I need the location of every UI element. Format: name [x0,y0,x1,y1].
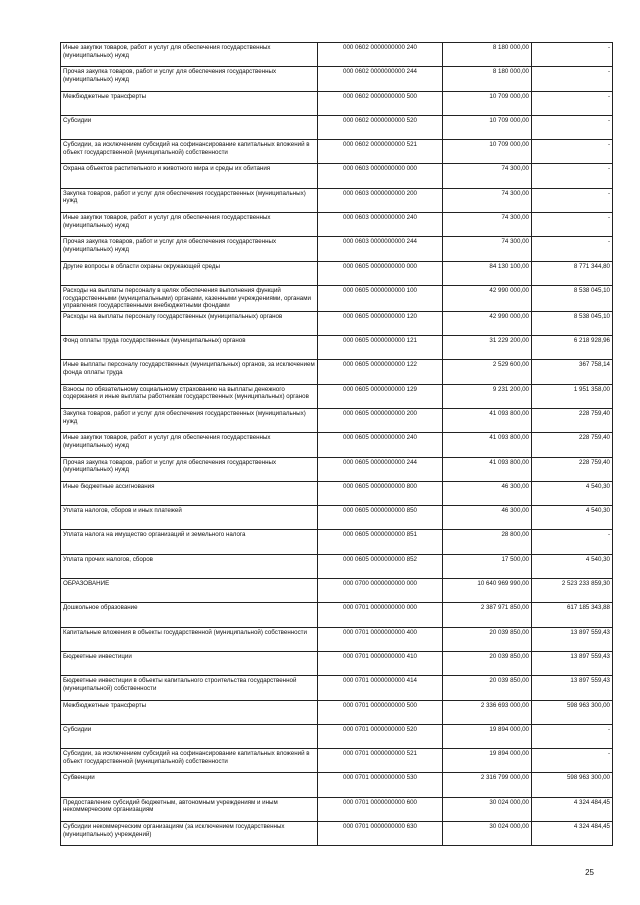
table-row [61,676,613,700]
table-row [61,724,613,748]
row-plan-cell: 8 180 000,00 [443,67,532,91]
row-code-cell: 000 0700 0000000000 000 [318,579,443,603]
row-code-cell: 000 0701 0000000000 530 [318,773,443,797]
row-name-cell: ОБРАЗОВАНИЕ [61,579,318,603]
row-name-cell: Взносы по обязательному социальному страхованию на выплаты денежного содержания и иные выплаты работникам государственных (муниципальных) органов [61,384,318,408]
table-row [61,773,613,797]
table-row [61,115,613,139]
row-plan-cell: 19 894 000,00 [443,724,532,748]
row-plan-cell: 42 990 000,00 [443,285,532,311]
row-exec-cell: - [532,67,613,91]
budget-table-sheet [60,42,610,846]
row-name-cell: Уплата налога на имущество организаций и земельного налога [61,530,318,554]
row-name-cell: Бюджетные инвестиции [61,651,318,675]
row-name-cell: Бюджетные инвестиции в объекты капитального строительства государственной (муниципальной) собственности [61,676,318,700]
row-name-cell: Закупка товаров, работ и услуг для обеспечения государственных (муниципальных) нужд [61,188,318,212]
row-exec-cell: 228 759,40 [532,433,613,457]
table-row [61,627,613,651]
row-plan-cell: 42 990 000,00 [443,311,532,335]
row-name-cell: Расходы на выплаты персоналу в целях обеспечения выполнения функций государственными (муниципальными) органами, казенными учреждениями, органами управления государственными внебюджетными фондами [61,285,318,311]
table-row [61,140,613,164]
row-code-cell: 000 0701 0000000000 500 [318,700,443,724]
row-code-cell: 000 0605 0000000000 244 [318,457,443,481]
row-plan-cell: 74 300,00 [443,188,532,212]
row-exec-cell: 8 771 344,80 [532,261,613,285]
row-plan-cell: 28 800,00 [443,530,532,554]
table-row [61,43,613,67]
row-code-cell: 000 0701 0000000000 414 [318,676,443,700]
row-code-cell: 000 0701 0000000000 521 [318,749,443,773]
row-exec-cell: - [532,724,613,748]
row-code-cell: 000 0701 0000000000 410 [318,651,443,675]
row-plan-cell: 10 640 969 990,00 [443,579,532,603]
row-exec-cell: 617 185 343,88 [532,603,613,627]
table-row [61,285,613,311]
table-row [61,797,613,821]
row-code-cell: 000 0603 0000000000 000 [318,164,443,188]
row-plan-cell: 84 130 100,00 [443,261,532,285]
row-exec-cell: 8 538 045,10 [532,311,613,335]
row-exec-cell: 6 218 928,96 [532,336,613,360]
row-name-cell: Уплата налогов, сборов и иных платежей [61,506,318,530]
row-code-cell: 000 0602 0000000000 240 [318,43,443,67]
row-plan-cell: 8 180 000,00 [443,43,532,67]
row-exec-cell: - [532,43,613,67]
row-code-cell: 000 0701 0000000000 600 [318,797,443,821]
row-plan-cell: 19 894 000,00 [443,749,532,773]
row-plan-cell: 10 709 000,00 [443,91,532,115]
row-name-cell: Межбюджетные трансферты [61,700,318,724]
row-name-cell: Иные бюджетные ассигнования [61,481,318,505]
row-exec-cell: - [532,749,613,773]
row-code-cell: 000 0603 0000000000 200 [318,188,443,212]
row-plan-cell: 41 093 800,00 [443,408,532,432]
row-code-cell: 000 0602 0000000000 521 [318,140,443,164]
row-exec-cell: - [532,91,613,115]
row-name-cell: Уплата прочих налогов, сборов [61,554,318,578]
row-code-cell: 000 0605 0000000000 850 [318,506,443,530]
table-row [61,164,613,188]
row-exec-cell: 13 897 559,43 [532,627,613,651]
row-exec-cell: 4 540,30 [532,481,613,505]
row-exec-cell: 4 540,30 [532,506,613,530]
row-plan-cell: 41 093 800,00 [443,433,532,457]
table-row [61,360,613,384]
row-name-cell: Межбюджетные трансферты [61,91,318,115]
row-plan-cell: 20 039 850,00 [443,676,532,700]
row-plan-cell: 20 039 850,00 [443,627,532,651]
row-plan-cell: 2 529 600,00 [443,360,532,384]
table-row [61,821,613,845]
row-plan-cell: 2 387 971 850,00 [443,603,532,627]
row-code-cell: 000 0605 0000000000 200 [318,408,443,432]
page-number: 25 [585,868,594,877]
row-name-cell: Другие вопросы в области охраны окружающей среды [61,261,318,285]
row-code-cell: 000 0603 0000000000 244 [318,237,443,261]
table-row [61,408,613,432]
table-row [61,651,613,675]
row-plan-cell: 9 231 200,00 [443,384,532,408]
row-exec-cell: 598 963 300,00 [532,700,613,724]
row-plan-cell: 17 500,00 [443,554,532,578]
row-name-cell: Охрана объектов растительного и животного мира и среды их обитания [61,164,318,188]
table-row [61,311,613,335]
row-code-cell: 000 0605 0000000000 240 [318,433,443,457]
table-row [61,457,613,481]
row-exec-cell: 13 897 559,43 [532,651,613,675]
row-code-cell: 000 0701 0000000000 000 [318,603,443,627]
row-code-cell: 000 0605 0000000000 122 [318,360,443,384]
row-plan-cell: 10 709 000,00 [443,140,532,164]
table-row [61,384,613,408]
row-name-cell: Субсидии, за исключением субсидий на софинансирование капитальных вложений в объект государственной (муниципальной) собственности [61,140,318,164]
row-exec-cell: 367 758,14 [532,360,613,384]
row-code-cell: 000 0701 0000000000 630 [318,821,443,845]
table-row [61,749,613,773]
row-exec-cell: - [532,188,613,212]
row-exec-cell: 598 963 300,00 [532,773,613,797]
row-name-cell: Прочая закупка товаров, работ и услуг для обеспечения государственных (муниципальных) нужд [61,457,318,481]
row-name-cell: Субвенции [61,773,318,797]
row-exec-cell: 13 897 559,43 [532,676,613,700]
row-name-cell: Субсидии [61,724,318,748]
row-plan-cell: 20 039 850,00 [443,651,532,675]
row-name-cell: Иные закупки товаров, работ и услуг для обеспечения государственных (муниципальных) нужд [61,213,318,237]
row-code-cell: 000 0701 0000000000 400 [318,627,443,651]
row-exec-cell: - [532,164,613,188]
row-code-cell: 000 0605 0000000000 121 [318,336,443,360]
row-plan-cell: 46 300,00 [443,506,532,530]
table-row [61,603,613,627]
row-name-cell: Иные закупки товаров, работ и услуг для обеспечения государственных (муниципальных) нужд [61,433,318,457]
table-row [61,261,613,285]
row-plan-cell: 2 316 799 000,00 [443,773,532,797]
table-row [61,579,613,603]
row-plan-cell: 30 024 000,00 [443,797,532,821]
table-row [61,336,613,360]
table-row [61,481,613,505]
row-code-cell: 000 0605 0000000000 100 [318,285,443,311]
row-code-cell: 000 0701 0000000000 520 [318,724,443,748]
row-name-cell: Прочая закупка товаров, работ и услуг для обеспечения государственных (муниципальных) нужд [61,67,318,91]
row-exec-cell: - [532,213,613,237]
row-name-cell: Капитальные вложения в объекты государственной (муниципальной) собственности [61,627,318,651]
row-name-cell: Прочая закупка товаров, работ и услуг для обеспечения государственных (муниципальных) нужд [61,237,318,261]
row-name-cell: Иные закупки товаров, работ и услуг для обеспечения государственных (муниципальных) нужд [61,43,318,67]
table-row [61,506,613,530]
row-plan-cell: 74 300,00 [443,164,532,188]
row-code-cell: 000 0605 0000000000 800 [318,481,443,505]
row-name-cell: Иные выплаты персоналу государственных (муниципальных) органов, за исключением фонда оплаты труда [61,360,318,384]
row-plan-cell: 10 709 000,00 [443,115,532,139]
row-exec-cell: - [532,115,613,139]
row-plan-cell: 46 300,00 [443,481,532,505]
row-code-cell: 000 0605 0000000000 851 [318,530,443,554]
row-code-cell: 000 0605 0000000000 000 [318,261,443,285]
row-name-cell: Субсидии [61,115,318,139]
row-code-cell: 000 0605 0000000000 852 [318,554,443,578]
table-row [61,237,613,261]
row-exec-cell: - [532,237,613,261]
budget-table-body [61,43,613,846]
row-name-cell: Предоставление субсидий бюджетным, автономным учреждениям и иным некоммерческим организациям [61,797,318,821]
row-exec-cell: 4 324 484,45 [532,821,613,845]
row-name-cell: Закупка товаров, работ и услуг для обеспечения государственных (муниципальных) нужд [61,408,318,432]
row-exec-cell: - [532,530,613,554]
row-exec-cell: 8 538 045,10 [532,285,613,311]
row-code-cell: 000 0605 0000000000 120 [318,311,443,335]
row-name-cell: Расходы на выплаты персоналу государственных (муниципальных) органов [61,311,318,335]
row-plan-cell: 74 300,00 [443,237,532,261]
row-exec-cell: - [532,140,613,164]
table-row [61,213,613,237]
row-plan-cell: 30 024 000,00 [443,821,532,845]
row-code-cell: 000 0602 0000000000 500 [318,91,443,115]
row-exec-cell: 4 324 484,45 [532,797,613,821]
row-code-cell: 000 0602 0000000000 244 [318,67,443,91]
table-row [61,554,613,578]
row-exec-cell: 228 759,40 [532,408,613,432]
row-exec-cell: 2 523 233 859,30 [532,579,613,603]
row-plan-cell: 2 336 693 000,00 [443,700,532,724]
row-code-cell: 000 0602 0000000000 520 [318,115,443,139]
table-row [61,91,613,115]
row-code-cell: 000 0605 0000000000 129 [318,384,443,408]
table-row [61,188,613,212]
row-code-cell: 000 0603 0000000000 240 [318,213,443,237]
table-row [61,530,613,554]
row-name-cell: Субсидии, за исключением субсидий на софинансирование капитальных вложений в объект государственной (муниципальной) собственности [61,749,318,773]
table-row [61,700,613,724]
row-name-cell: Дошкольное образование [61,603,318,627]
row-plan-cell: 31 229 200,00 [443,336,532,360]
table-row [61,433,613,457]
table-row [61,67,613,91]
row-exec-cell: 4 540,30 [532,554,613,578]
row-name-cell: Фонд оплаты труда государственных (муниципальных) органов [61,336,318,360]
row-name-cell: Субсидии некоммерческим организациям (за исключением государственных (муниципальных) учреждений) [61,821,318,845]
row-exec-cell: 228 759,40 [532,457,613,481]
row-plan-cell: 74 300,00 [443,213,532,237]
row-plan-cell: 41 093 800,00 [443,457,532,481]
row-exec-cell: 1 951 358,00 [532,384,613,408]
budget-table [60,42,613,846]
